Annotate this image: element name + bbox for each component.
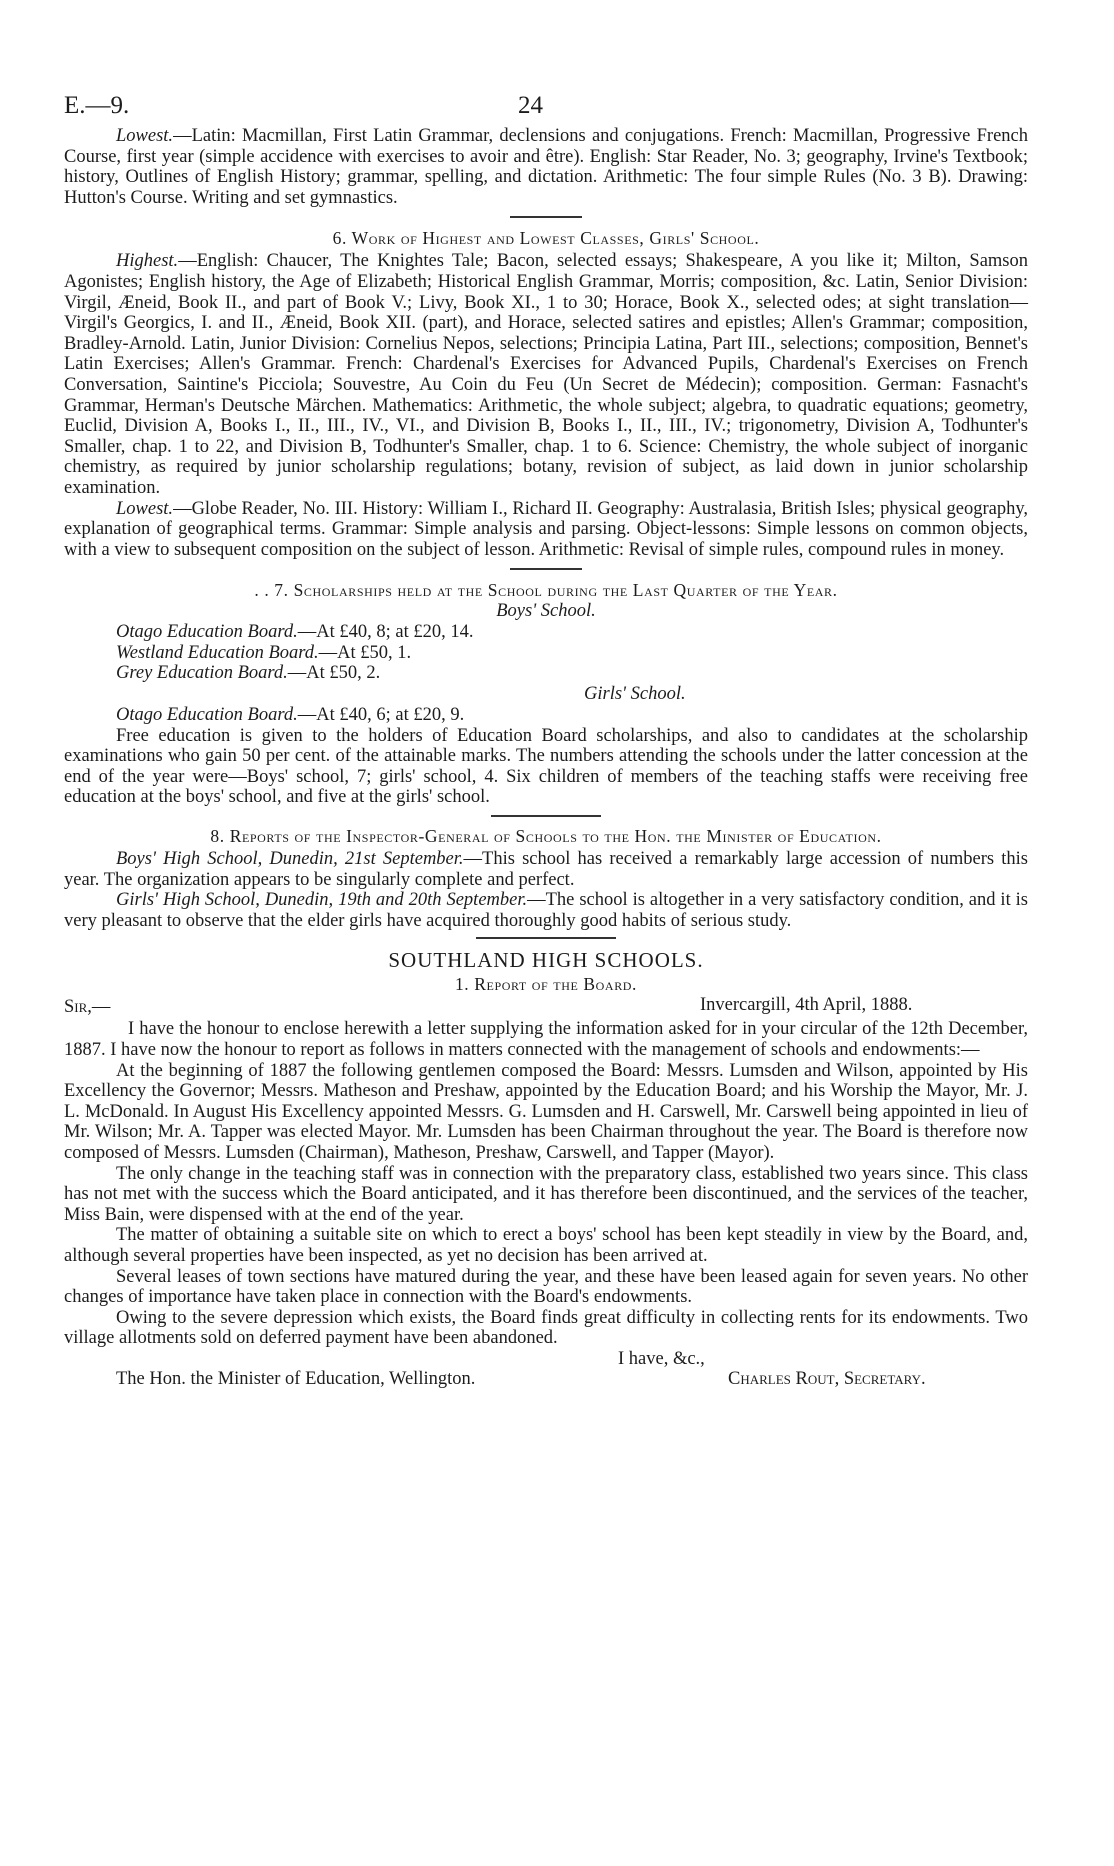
scholarship-line: Westland Education Board.—At £50, 1. [116, 642, 412, 663]
page-number: 24 [518, 92, 543, 119]
recipient: The Hon. the Minister of Education, Wellington. [116, 1368, 476, 1389]
scholarship-line: Otago Education Board.—At £40, 6; at £20, 9. [116, 705, 465, 726]
letter-paragraph: The matter of obtaining a suitable site on which to erect a boys' school has been kept steadily in view by the Board, and, although several properties have been inspected, as yet no decision has been arrived at. [64, 1225, 1028, 1266]
salutation: Sir,— [64, 997, 111, 1018]
girls-report-label: Girls' High School, Dunedin, 19th and 20th September. [116, 890, 528, 911]
girls-report-paragraph [64, 890, 1028, 931]
section-code: E.—9. [64, 92, 130, 119]
southland-title: SOUTHLAND HIGH SCHOOLS. [388, 948, 704, 973]
letter-paragraph: Owing to the severe depression which exists, the Board finds great difficulty in collecting rents for its endowments. Two village allotments sold on deferred payment have been abandoned. [64, 1307, 1028, 1349]
place-date: Invercargill, 4th April, 1888. [700, 995, 913, 1016]
boys-school-subheading: Boys' School. [496, 601, 596, 622]
document-page [64, 80, 1028, 1393]
divider [491, 815, 601, 817]
girls-highest-text: —English: Chaucer, The Knightes Tale; Bacon, selected essays; Shakespeare, A you like it; Milton, Samson Agonistes; English history, the Age of Elizabeth; Historical English Grammar, Morris; composition, &c. Latin, Senior Division: Virgil, Æneid, Book II., and part of Book V.; Livy, Book XI., 1 to 30; Horace, Book X., selected odes; at sight translation—Virgil's Georgics, I. and II., Æneid, Book XII. (part), and Horace, selected satires and epistles; Allen's Grammar; composition, Bradley-Arnold. Latin, Junior Division: Cornelius Nepos, selections; Principia Latina, Part III., selections; composition, Bennet's Latin Exercises; Allen's Grammar. French: Chardenal's Exercises for Advanced Pupils, Chardenal's Exercises on French Conversation, Saintine's Picciola; Souvestre, Au Coin du Feu (Un Secret de Médecin); composition. German: Fasnacht's Grammar, Herman's Deutsche Märchen. Mathematics: Arithmetic, the whole subject; algebra, to quadratic equations; geometry, Euclid, Division A, Books I., II., III., IV., VI., and Division B, Books I., II., III., IV.; trigonometry, Division A, Todhunter's Smaller, chap. 1 to 22, and Division B, Todhunter's Smaller, chap. 1 to 6. Science: Chemistry, the whole subject of inorganic chemistry, as required by junior scholarship regulations; botany, revision of subject, as laid down in junior scholarship examination. [64, 251, 1028, 498]
boys-lowest-label: Lowest. [116, 126, 174, 146]
page-header [64, 80, 1028, 124]
signatory: Charles Rout, Secretary. [728, 1368, 926, 1389]
section8-heading: 8. Reports of the Inspector-General of Schools to the Hon. the Minister of Education. [210, 826, 882, 847]
girls-highest-label: Highest. [116, 251, 179, 272]
scholarship-line: Grey Education Board.—At £50, 2. [116, 663, 381, 684]
girls-lowest-paragraph [64, 499, 1028, 561]
divider [510, 568, 582, 570]
scholarship-line: Otago Education Board.—At £40, 8; at £20, 14. [116, 622, 474, 643]
girls-highest-paragraph [64, 251, 1028, 498]
divider [476, 937, 616, 939]
girls-school-subheading: Girls' School. [584, 684, 686, 705]
girls-lowest-label: Lowest. [116, 498, 174, 519]
boys-report-label: Boys' High School, Dunedin, 21st September. [116, 849, 464, 870]
letter-opening [64, 995, 1028, 1019]
boys-lowest-paragraph [64, 126, 1028, 208]
signature-block [64, 1369, 1028, 1393]
board-report-heading: 1. Report of the Board. [454, 974, 638, 995]
boys-lowest-text: —Latin: Macmillan, First Latin Grammar, declensions and conjugations. French: Macmillan, Progressive French Course, first year (simple accidence with exercises to avoir and être). English: Star Reader, No. 3; geography, Irvine's Textbook; history, Outlines of English History; grammar, spelling, and dictation. Arithmetic: The four simple Rules (No. 3 B). Drawing: Hutton's Course. Writing and set gymnastics. [64, 126, 1028, 208]
letter-paragraph: The only change in the teaching staff was in connection with the preparatory class, established two years since. This class has not met with the success which the Board anticipated, and it has therefore been discontinued, and the services of the teacher, Miss Bain, were dispensed with at the end of the year. [64, 1163, 1028, 1225]
girls-lowest-text: —Globe Reader, No. III. History: William I., Richard II. Geography: Australasia, British Isles; physical geography, explanation of geographical terms. Grammar: Simple analysis and parsing. Object-lessons: Simple lessons on common objects, with a view to subsequent composition on the subject of lesson. Arithmetic: Revisal of simple rules, compound rules in money. [64, 498, 1028, 560]
section6-heading: 6. Work of Highest and Lowest Classes, Girls' School. [332, 228, 760, 249]
boys-report-text: —This school has received a remarkably large accession of numbers this year. The organization appears to be singularly complete and perfect. [64, 849, 1028, 890]
letter-paragraph: I have the honour to enclose herewith a letter supplying the information asked for in your circular of the 12th December, 1887. I have now the honour to report as follows in matters connected with the management of schools and endowments:— [64, 1019, 1028, 1060]
free-education-paragraph: Free education is given to the holders of Education Board scholarships, and also to candidates at the scholarship examinations who gain 50 per cent. of the attainable marks. The numbers attending the schools under the latter concession at the end of the year were—Boys' school, 7; girls' school, 4. Six children of members of the teaching staffs were receiving free education at the boys' school, and five at the girls' school. [64, 725, 1028, 808]
girls-report-text: —The school is altogether in a very satisfactory condition, and it is very pleasant to observe that the elder girls have acquired thoroughly good habits of serious study. [64, 890, 1028, 931]
letter-paragraph: Several leases of town sections have matured during the year, and these have been leased again for seven years. No other changes of importance have taken place in connection with the Board's endowments. [64, 1266, 1028, 1308]
divider [510, 216, 582, 218]
letter-paragraph: At the beginning of 1887 the following gentlemen composed the Board: Messrs. Lumsden and Wilson, appointed by His Excellency the Governor; Messrs. Matheson and Preshaw, appointed by the Education Board; and his Worship the Mayor, Mr. J. L. McDonald. In August His Excellency appointed Messrs. G. Lumsden and H. Carswell, Mr. Carswell being appointed in lieu of Mr. Wilson; Mr. A. Tapper was elected Mayor. Mr. Lumsden has been Chairman throughout the year. The Board is therefore now composed of Messrs. Lumsden (Chairman), Matheson, Preshaw, Carswell, and Tapper (Mayor). [64, 1060, 1028, 1163]
closing: I have, &c., [618, 1348, 705, 1369]
section7-heading: . . 7. Scholarships held at the School during the Last Quarter of the Year. [254, 580, 838, 601]
boys-report-paragraph [64, 849, 1028, 890]
